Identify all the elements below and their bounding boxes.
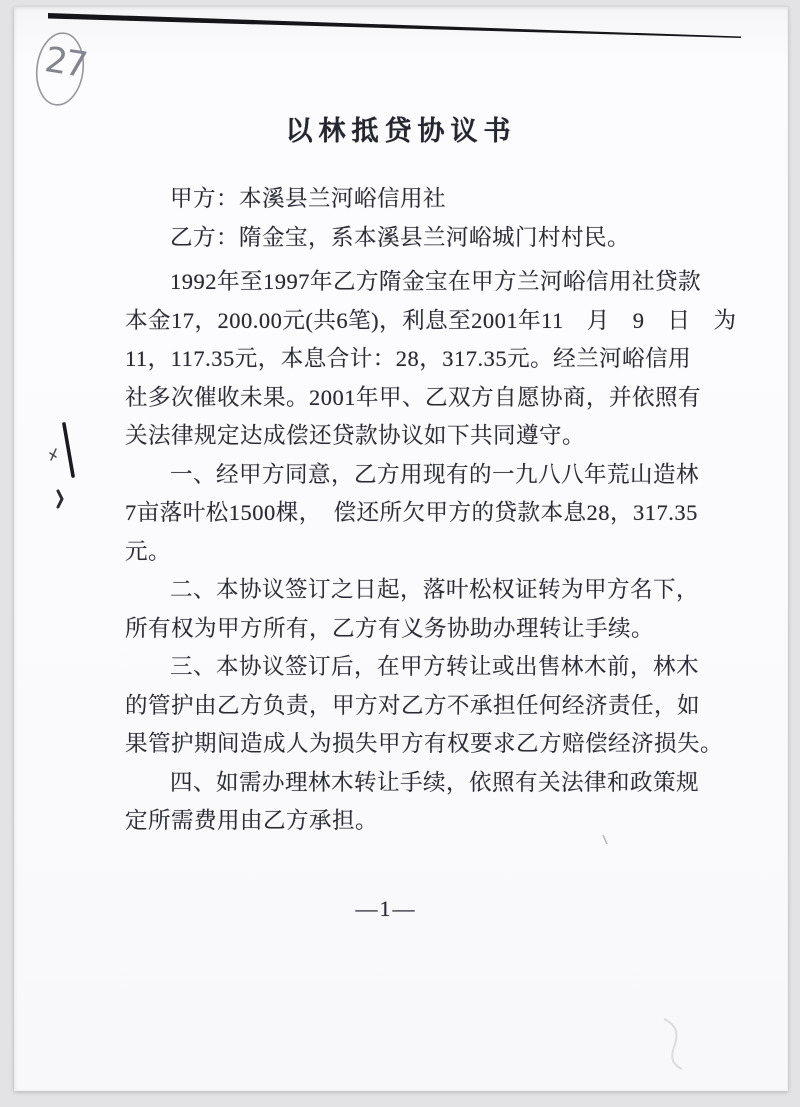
document-body (125, 180, 737, 841)
handwritten-page-mark: 27 (42, 40, 89, 86)
body-line: 本金17，200.00元(共6笔)，利息至2001年11 月 9 日 为 (125, 307, 737, 333)
body-line: 7亩落叶松1500棵， 偿还所欠甲方的贷款本息28，317.35 (125, 500, 698, 525)
page-number: —1— (355, 896, 417, 921)
margin-pen-marks (50, 424, 73, 507)
body-line: 三、本协议签订后，在甲方转让或出售林木前，林木 (170, 654, 700, 679)
body-line: 定所需费用由乙方承担。 (125, 808, 379, 833)
body-line: 一、经甲方同意，乙方用现有的一九八八年荒山造林 (170, 461, 700, 487)
body-line: 元。 (125, 538, 172, 564)
body-line: 二、本协议签订之日起，落叶松权证转为甲方名下， (170, 577, 700, 602)
body-line: 11，117.35元，本息合计：28，317.35元。经兰河峪信用 (125, 346, 692, 371)
body-line: 所有权为甲方所有，乙方有义务协助办理转让手续。 (125, 615, 655, 641)
body-line: 关法律规定达成偿还贷款协议如下共同遵守。 (125, 423, 586, 448)
scan-line-artifact (48, 13, 741, 38)
document-page (14, 7, 788, 1091)
document-title: 以林抵贷协议书 (285, 116, 517, 146)
body-line: 社多次催收未果。2001年甲、乙双方自愿协商，并依照有 (125, 384, 702, 410)
body-line: 的管护由乙方负责，甲方对乙方不承担任何经济责任，如 (125, 692, 701, 718)
body-line: 果管护期间造成人为损失甲方有权要求乙方赔偿经济损失。 (125, 731, 724, 756)
faint-pencil-squiggle (664, 1019, 682, 1069)
body-line: 四、如需办理林木转让手续，依照有关法律和政策规 (170, 769, 700, 795)
body-line: 1992年至1997年乙方隋金宝在甲方兰河峪信用社贷款 (170, 269, 702, 294)
party-a-line: 甲方：本溪县兰河峪信用社 (170, 186, 447, 211)
party-b-line: 乙方：隋金宝，系本溪县兰河峪城门村村民。 (170, 224, 631, 250)
